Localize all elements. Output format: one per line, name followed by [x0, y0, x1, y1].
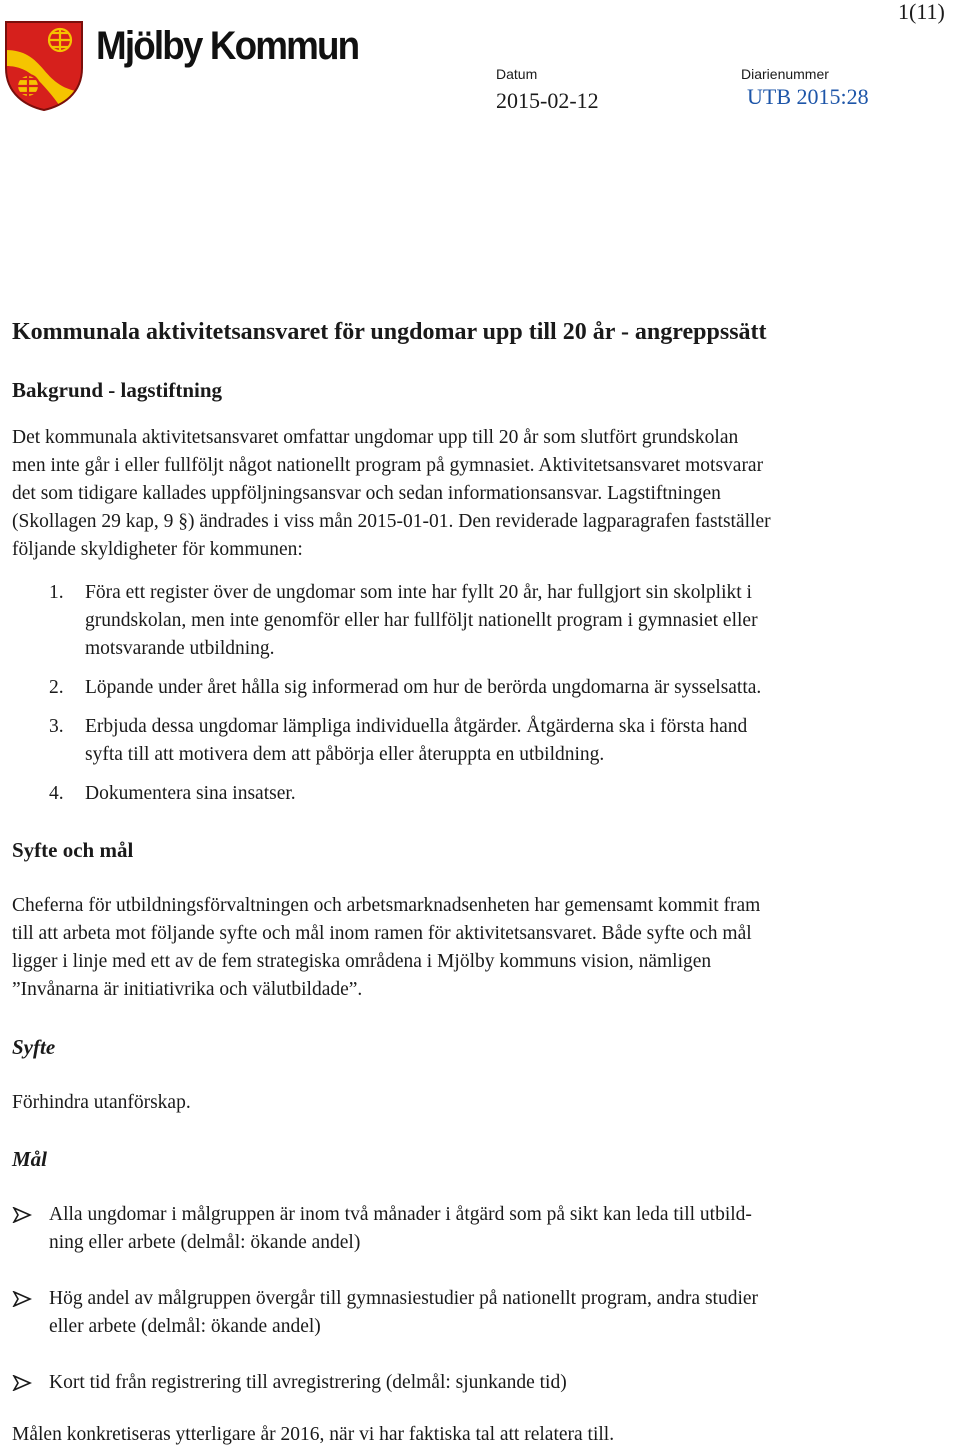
- arrow-bullet-icon: [12, 1291, 32, 1307]
- paragraph-line: ”Invånarna är initiativrika och välutbildade”.: [12, 979, 363, 1000]
- paragraph-line: Förhindra utanförskap.: [12, 1092, 191, 1113]
- background-heading: Bakgrund - lagstiftning: [12, 378, 223, 402]
- list-item-line: Hög andel av målgruppen övergår till gymnasiestudier på nationellt program, andra studier: [49, 1288, 759, 1309]
- list-item: [12, 1201, 960, 1257]
- mal-heading: Mål: [12, 1147, 48, 1171]
- list-item: [12, 674, 960, 702]
- list-item: [12, 579, 960, 663]
- organization-name: Mjölby Kommun: [96, 24, 359, 68]
- list-item-line: Erbjuda dessa ungdomar lämpliga individuella åtgärder. Åtgärderna ska i första hand: [85, 716, 748, 737]
- paragraph-line: det som tidigare kallades uppföljningsansvar och sedan informationsansvar. Lagstiftningen: [12, 483, 721, 504]
- document-title: Kommunala aktivitetsansvaret för ungdomar upp till 20 år - angreppssätt: [12, 319, 767, 345]
- list-item: [12, 713, 960, 769]
- paragraph-line: ligger i linje med ett av de fem strategiska områdena i Mjölby kommuns vision, nämligen: [12, 951, 712, 972]
- paragraph-line: följande skyldigheter för kommunen:: [12, 539, 303, 560]
- list-item-line: Kort tid från registrering till avregistrering (delmål: sjunkande tid): [49, 1372, 567, 1393]
- duties-list: [12, 579, 960, 819]
- paragraph-line: till att arbeta mot följande syfte och mål inom ramen för aktivitetsansvaret. Både syfte och mål: [12, 923, 752, 944]
- paragraph-line: Det kommunala aktivitetsansvaret omfattar ungdomar upp till 20 år som slutfört grundskolan: [12, 427, 739, 448]
- list-item-line: Alla ungdomar i målgruppen är inom två månader i åtgärd som på sikt kan leda till utbild-: [49, 1204, 752, 1225]
- list-item-line: motsvarande utbildning.: [85, 638, 275, 659]
- list-item-line: grundskolan, men inte genomför eller har fullföljt nationellt program i gymnasiet eller: [85, 610, 758, 631]
- coat-of-arms-icon: [4, 20, 84, 112]
- list-item-line: eller arbete (delmål: ökande andel): [49, 1316, 321, 1337]
- arrow-bullet-icon: [12, 1207, 32, 1223]
- list-item-number: 1.: [49, 582, 64, 603]
- background-paragraph: [12, 424, 960, 564]
- list-item-number: 2.: [49, 677, 64, 698]
- syfte-text: [12, 1089, 960, 1117]
- syfte-heading: Syfte: [12, 1035, 56, 1059]
- date-label: Datum: [496, 66, 538, 82]
- list-item-line: ning eller arbete (delmål: ökande andel): [49, 1232, 361, 1253]
- purpose-paragraph: [12, 892, 960, 1004]
- paragraph-line: Målen konkretiseras ytterligare år 2016, när vi har faktiska tal att relatera till.: [12, 1424, 615, 1445]
- closing-paragraph: [12, 1421, 960, 1449]
- list-item-line: Föra ett register över de ungdomar som inte har fyllt 20 år, har fullgjort sin skolplikt i: [85, 582, 752, 603]
- goals-list: [12, 1201, 960, 1425]
- page-number: 1(11): [898, 0, 945, 24]
- organization-logo: [4, 20, 384, 114]
- reference-label: Diarienummer: [741, 66, 829, 82]
- list-item-line: Dokumentera sina insatser.: [85, 783, 296, 804]
- date-value: 2015-02-12: [496, 88, 599, 113]
- paragraph-line: Cheferna för utbildningsförvaltningen och arbetsmarknadsenheten har gemensamt kommit fram: [12, 895, 761, 916]
- arrow-bullet-icon: [12, 1375, 32, 1391]
- paragraph-line: men inte går i eller fullföljt något nationellt program på gymnasiet. Aktivitetsansvaret motsvarar: [12, 455, 764, 476]
- list-item-line: Löpande under året hålla sig informerad om hur de berörda ungdomarna är sysselsatta.: [85, 677, 762, 698]
- list-item-number: 3.: [49, 716, 64, 737]
- list-item-number: 4.: [49, 783, 64, 804]
- list-item: [12, 1285, 960, 1341]
- paragraph-line: (Skollagen 29 kap, 9 §) ändrades i viss mån 2015-01-01. Den reviderade lagparagrafen fastställer: [12, 511, 771, 532]
- purpose-heading: Syfte och mål: [12, 838, 134, 862]
- list-item: [12, 780, 960, 808]
- list-item: [12, 1369, 960, 1397]
- reference-value: UTB 2015:28: [747, 84, 869, 109]
- list-item-line: syfta till att motivera dem att påbörja eller återuppta en utbildning.: [85, 744, 605, 765]
